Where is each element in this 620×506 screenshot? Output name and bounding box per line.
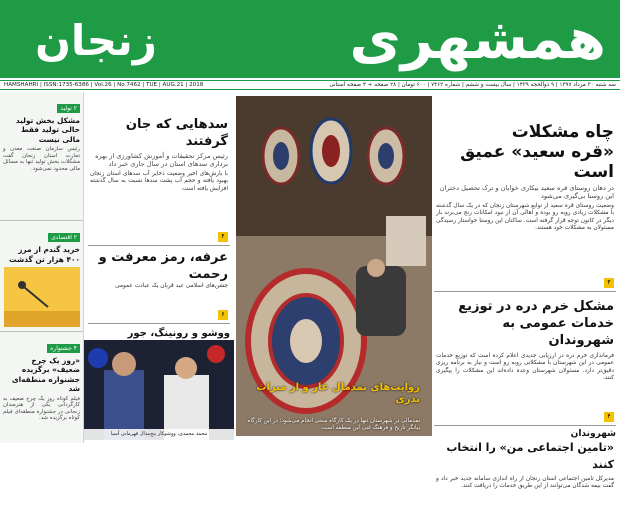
sidebar-headline: «روز یک چرخ ضعیف» برگزیده جشنواره منطقه‌ای شد bbox=[11, 356, 80, 394]
story-headline-line2[interactable]: «قره سعید» عمیق است bbox=[460, 142, 614, 182]
section-tag: ۴ جشنواره bbox=[47, 344, 80, 353]
sidebar-item[interactable] bbox=[0, 221, 83, 332]
masthead bbox=[0, 0, 620, 90]
newspaper-title: همشهری bbox=[349, 7, 606, 72]
date-english: HAMSHAHRI | ISSN:1735-6386 | Vol.26 | No.7462 | TUE | AUG.21 | 2018 bbox=[4, 82, 204, 88]
story-headline[interactable]: چاه مشکلات bbox=[511, 122, 614, 142]
page-number-badge: ۴ bbox=[218, 232, 228, 242]
divider bbox=[88, 323, 230, 324]
sidebar-item[interactable] bbox=[0, 92, 83, 221]
wheat-illustration bbox=[4, 267, 80, 327]
page-number-badge: ۶ bbox=[218, 310, 228, 320]
story-headline[interactable]: ووشو و رونینگ، جور bbox=[127, 327, 230, 339]
sidebar-body: فیلم کوتاه روز یک چرخ ضعیف به کارگردانی یکی از هنرمندان زنجانی در جشنواره منطقه‌ای فیلم کوتاه برگزیده شد. bbox=[3, 395, 80, 422]
sidebar bbox=[0, 92, 84, 443]
story-lead: رئیس مرکز تحقیقات و آموزش کشاورزی از بهره برداری سدهای استان در سال جاری خبر داد bbox=[95, 152, 228, 169]
story-body: فرمانداری خرم دره در ارزیابی جدیدی اعلام کرده است که توزیع خدمات عمومی در این شهرستان با مشکلاتی روبه رو است و نیاز به برنامه ریزی دقیق‌تر دارد. مسئولان شهرستان وعده داده‌اند این مشکلات را پیگیری کنند. bbox=[436, 352, 614, 382]
story-body: با بارش‌های اخیر وضعیت ذخایر آب سدهای استان زنجان بهبود یافته و حجم آب پشت سدها نسبت به سال گذشته افزایش یافته است. bbox=[90, 170, 228, 192]
page-number-badge: ۴ bbox=[604, 412, 614, 422]
dateline bbox=[0, 80, 620, 90]
story-lead: در دهان روستای قره سعید بیکاری خوابان و ترک تحصیل دختران این روستا بی‌گیری می‌شود bbox=[439, 184, 614, 201]
divider bbox=[88, 245, 230, 246]
sidebar-body: رئیس سازمان صنعت معدن و تجارت استان زنجان گفت مشکلات بخش تولید تنها به مسائل مالی محدود نمی‌شود. bbox=[3, 146, 80, 172]
story-kicker: شهروندان bbox=[570, 428, 616, 439]
section-tag: ۲ تولید bbox=[57, 104, 80, 113]
sidebar-item[interactable] bbox=[0, 332, 83, 444]
story-body: مدیرکل تامین اجتماعی استان زنجان از راه اندازی سامانه جدید خبر داد و گفت بیمه شدگان می‌توانند از این طریق خدمات را دریافت کنند. bbox=[436, 475, 614, 490]
section-tag: ۲ اقتصادی bbox=[48, 233, 80, 242]
story-body: جشن‌های اسلامی عید قربان یک عبادت عمومی bbox=[115, 282, 228, 289]
date-persian: سه شنبه ۳۰ مرداد ۱۳۹۷ | ۹ ذوالحجه ۱۴۳۹ | سال بیست و ششم | شماره ۷۴۶۲ | ۶۰۰ تومان | ۲۸ صفحه + ۴ صفحه استانی bbox=[329, 82, 616, 88]
sports-photo[interactable] bbox=[84, 340, 234, 440]
masthead-banner bbox=[0, 0, 620, 78]
newspaper-edition: زنجان bbox=[35, 16, 157, 65]
sidebar-headline: خرید گندم از مرز ۴۰۰ هزار تن گذشت bbox=[9, 245, 80, 264]
story-headline[interactable]: سدهایی که جان گرفتند bbox=[125, 117, 228, 149]
right-column bbox=[430, 92, 620, 490]
photo-headline: روایت‌های نمدمال غار و از میراث بدری bbox=[256, 382, 420, 405]
divider bbox=[434, 291, 616, 292]
sidebar-headline: مشکل بخش تولید حالی تولید فقط مالی نیست bbox=[15, 116, 80, 144]
photo-caption: محمد محمدی، ووشوکار پنج‌مدال قهرمانی آسیا bbox=[84, 429, 234, 440]
story-headline[interactable]: «تامین اجتماعی من» را انتخاب کنند bbox=[446, 440, 614, 471]
divider bbox=[434, 425, 616, 426]
photo-caption: نمدمالی در شهرستان تنها در یک کارگاه سنتی انجام می‌شود؛ در این کارگاه بیانگر تاریخ و فرهنگ غنی این منطقه است. bbox=[247, 418, 420, 431]
page-number-badge: ۴ bbox=[604, 278, 614, 288]
feature-photo[interactable] bbox=[236, 96, 432, 436]
story-headline[interactable]: مشکل خرم دره در توزیع خدمات عمومی به شهروندان bbox=[458, 298, 614, 348]
story-body: وضعیت روستای قره سعید از توابع شهرستان زنجان که در یک سال گذشته با مشکلات زیادی روبه رو بوده و اهالی آن از نبود امکانات رنج می‌برند بار دیگر در کانون توجه قرار گرفته است. ساکنان این روستا خواستار رسیدگی مسئولان به مشکلات خود هستند. bbox=[436, 202, 614, 232]
story-headline[interactable]: عرفه، رمز معرفت و رحمت bbox=[98, 249, 228, 282]
boxer-image bbox=[84, 340, 234, 440]
